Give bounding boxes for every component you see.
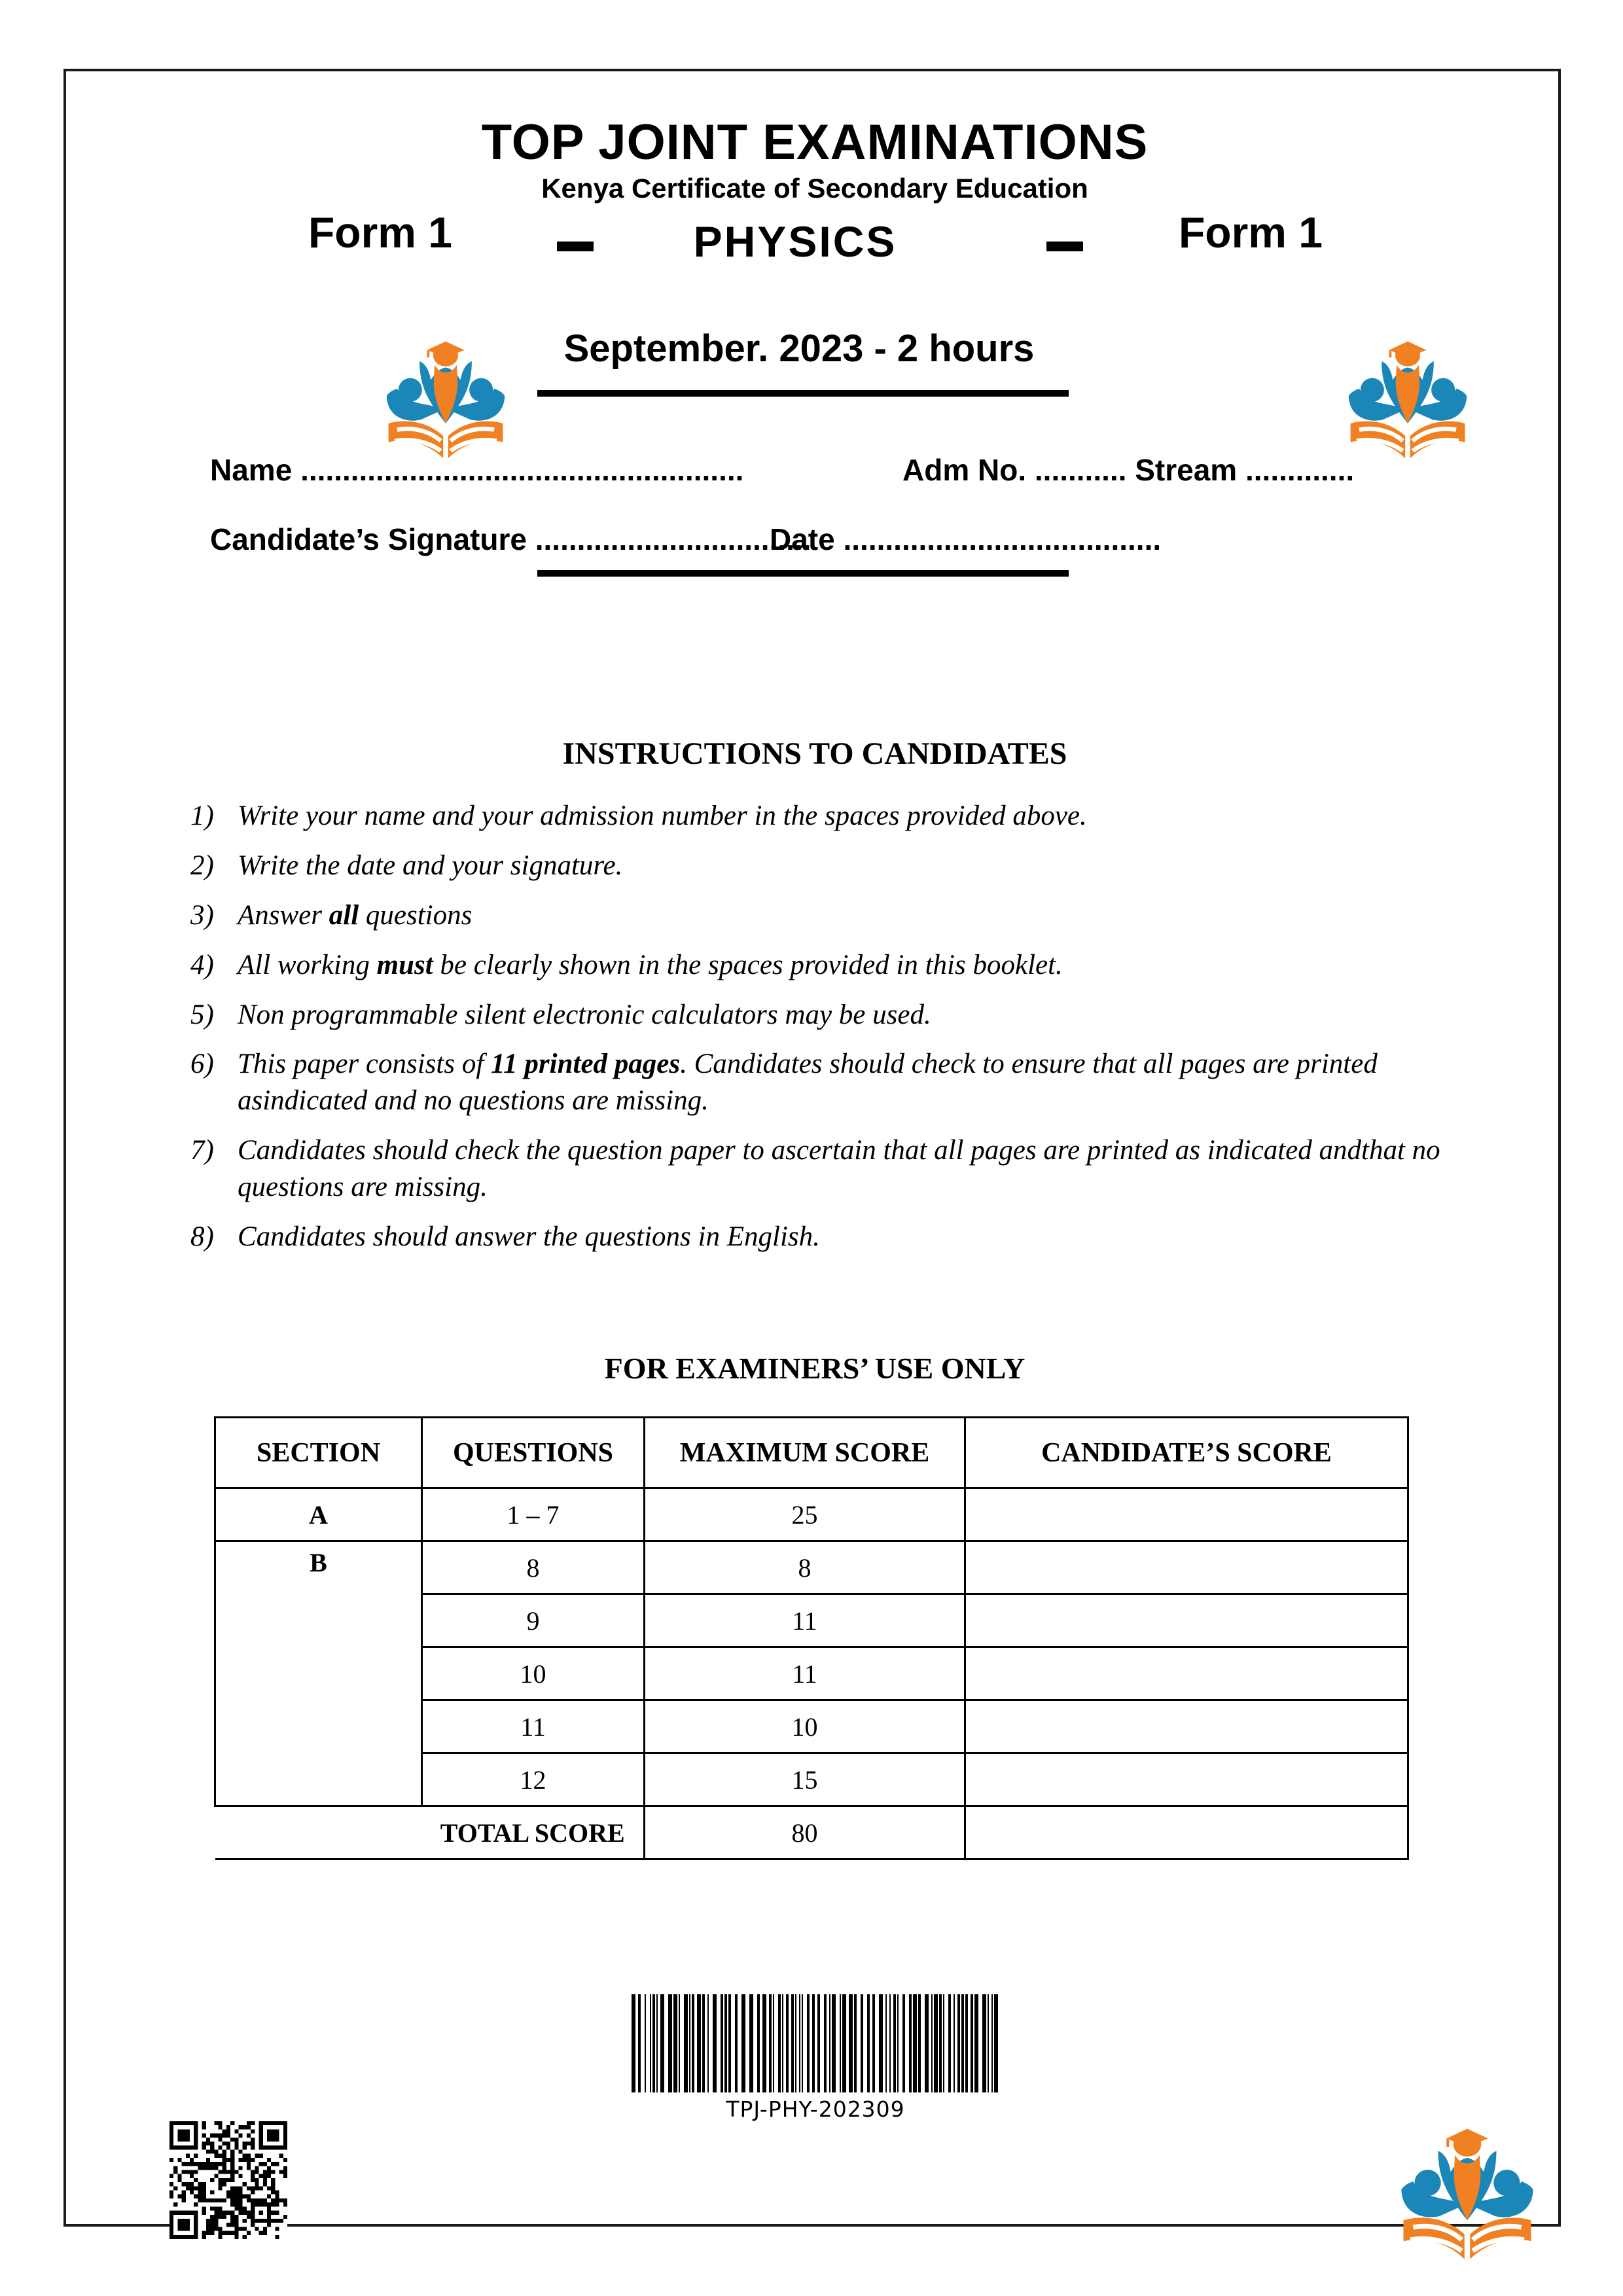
- instruction-number: 8): [190, 1221, 214, 1253]
- barcode-label: TPJ-PHY-202309: [726, 2096, 905, 2122]
- cell-max-score: 10: [645, 1700, 965, 1753]
- column-header-questions: QUESTIONS: [422, 1418, 645, 1488]
- dash-separator-left-icon: [557, 242, 594, 251]
- date-field[interactable]: [770, 522, 1161, 557]
- cell-questions: 12: [422, 1753, 645, 1806]
- cell-max-score: 15: [645, 1753, 965, 1806]
- form-level-left-text: Form 1: [308, 208, 453, 257]
- barcode-block: [629, 1994, 1002, 2122]
- admission-stream-field-label: Adm No. ........... Stream .............: [902, 453, 1355, 487]
- exam-subtitle: [66, 173, 1563, 205]
- form-level-left: [262, 207, 498, 259]
- name-field-label: Name .....................................................: [210, 453, 744, 487]
- instruction-number: 3): [190, 899, 214, 931]
- cell-questions: 10: [422, 1647, 645, 1700]
- instruction-item: [190, 1219, 1454, 1255]
- barcode-icon: [629, 1994, 1002, 2092]
- instruction-number: 2): [190, 850, 214, 881]
- examiners-heading: FOR EXAMINERS’ USE ONLY: [604, 1352, 1026, 1385]
- signature-field[interactable]: [210, 522, 811, 557]
- name-field[interactable]: [210, 452, 743, 488]
- instruction-item: [190, 848, 1454, 884]
- table-header-row: [215, 1418, 1408, 1488]
- instruction-text: This paper consists of 11 printed pages. Candidates should check to ensure that all pages are printed asindicated and no questions are missing.: [238, 1049, 1378, 1117]
- admission-stream-field[interactable]: [902, 452, 1354, 488]
- instruction-number: 4): [190, 949, 214, 980]
- graduation-book-logo-left-icon: [383, 336, 508, 461]
- graduation-book-logo-right-icon: [1346, 336, 1470, 461]
- instruction-item: [190, 798, 1454, 834]
- table-row: [215, 1488, 1408, 1541]
- table-row: [215, 1541, 1408, 1594]
- instruction-item: [190, 897, 1454, 934]
- exam-title-text: TOP JOINT EXAMINATIONS: [481, 115, 1149, 170]
- instruction-text: Write the date and your signature.: [238, 850, 623, 881]
- cell-section: A: [215, 1488, 422, 1541]
- exam-date-duration: [472, 327, 1126, 370]
- instruction-text: Candidates should answer the questions in English.: [238, 1221, 820, 1253]
- cell-questions: 1 – 7: [422, 1488, 645, 1541]
- signature-field-label: Candidate’s Signature .................................: [210, 522, 812, 556]
- cell-section: B: [215, 1541, 422, 1806]
- form-level-right-text: Form 1: [1178, 208, 1323, 257]
- column-header-section: SECTION: [215, 1418, 422, 1488]
- cell-questions: 9: [422, 1594, 645, 1647]
- instruction-text: Candidates should check the question paper to ascertain that all pages are printed as indicated andthat no questions are missing.: [238, 1135, 1440, 1203]
- instructions-heading: INSTRUCTIONS TO CANDIDATES: [562, 736, 1067, 771]
- cell-candidate-score[interactable]: [965, 1541, 1408, 1594]
- exam-date-duration-text: September. 2023 - 2 hours: [563, 327, 1035, 370]
- exam-subtitle-text: Kenya Certificate of Secondary Education: [541, 173, 1088, 204]
- instruction-item: [190, 947, 1454, 984]
- instruction-text: Non programmable silent electronic calculators may be used.: [238, 999, 931, 1030]
- cell-max-score: 11: [645, 1594, 965, 1647]
- header-divider-top: [537, 390, 1069, 397]
- total-candidate-score[interactable]: [965, 1806, 1408, 1859]
- instruction-text: Answer all questions: [238, 899, 473, 931]
- cell-max-score: 11: [645, 1647, 965, 1700]
- instruction-text: Write your name and your admission number in the spaces provided above.: [238, 800, 1087, 831]
- table-body: [215, 1488, 1408, 1806]
- dash-separator-right-icon: [1046, 242, 1083, 251]
- column-header-candidate-score: CANDIDATE’S SCORE: [965, 1418, 1408, 1488]
- cell-candidate-score[interactable]: [965, 1594, 1408, 1647]
- instruction-number: 1): [190, 800, 214, 831]
- instruction-item: [190, 1046, 1454, 1119]
- cell-candidate-score[interactable]: [965, 1488, 1408, 1541]
- header-divider-bottom: [537, 570, 1069, 577]
- total-score-label: TOTAL SCORE: [422, 1806, 645, 1859]
- graduation-book-logo-footer-icon: [1398, 2123, 1537, 2262]
- qr-code-icon: [169, 2121, 287, 2239]
- instruction-item: [190, 997, 1454, 1033]
- cell-candidate-score[interactable]: [965, 1647, 1408, 1700]
- instruction-text: All working must be clearly shown in the spaces provided in this booklet.: [238, 949, 1063, 980]
- subject-name-text: PHYSICS: [693, 217, 897, 266]
- cell-candidate-score[interactable]: [965, 1700, 1408, 1753]
- examiners-score-table: [214, 1416, 1409, 1860]
- total-max-score: 80: [645, 1806, 965, 1859]
- column-header-max-score: MAXIMUM SCORE: [645, 1418, 965, 1488]
- table-total-row: [215, 1806, 1408, 1859]
- exam-paper-page: [63, 69, 1561, 2227]
- page-title: [66, 114, 1563, 171]
- total-spacer-cell: [215, 1806, 422, 1859]
- cell-max-score: 25: [645, 1488, 965, 1541]
- instructions-list: [190, 798, 1454, 1268]
- instruction-number: 7): [190, 1135, 214, 1166]
- instruction-number: 6): [190, 1049, 214, 1080]
- instruction-item: [190, 1132, 1454, 1206]
- cell-max-score: 8: [645, 1541, 965, 1594]
- cell-questions: 11: [422, 1700, 645, 1753]
- subject-name: [632, 217, 959, 268]
- cell-questions: 8: [422, 1541, 645, 1594]
- form-level-right: [1133, 207, 1368, 259]
- date-field-label: Date ......................................: [770, 522, 1162, 556]
- cell-candidate-score[interactable]: [965, 1753, 1408, 1806]
- instruction-number: 5): [190, 999, 214, 1030]
